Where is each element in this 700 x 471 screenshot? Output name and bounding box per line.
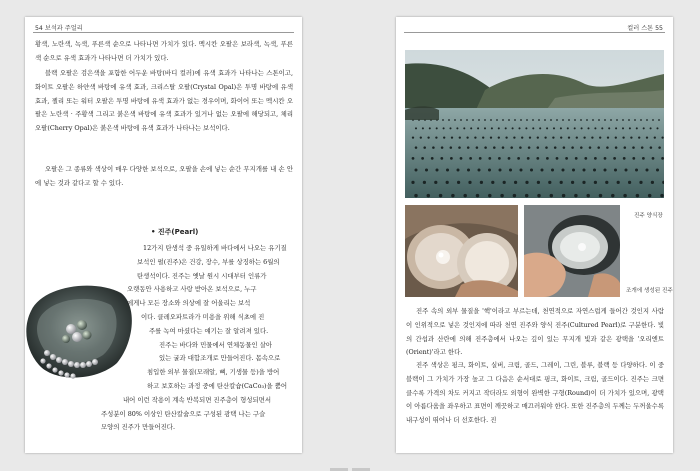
- left-paragraph-3: 오팔은 그 종류와 색상이 매우 다양한 보석으로, 오팔을 손에 넣는 순간 무지개를 내 손 안에 넣는 것과 같다고 할 수 있다.: [35, 165, 293, 187]
- pearl-farm-photo: [405, 50, 664, 198]
- pearl-line: 오랫동안 사용하고 사랑 받아온 보석으로, 누구: [127, 285, 257, 294]
- left-paragraph-2: 블랙 오팔은 검은색을 포함한 어두운 바탕(바디 컬러)에 유색 효과가 나타나는 스톤이고, 화이트 오팔은 하얀색 바탕에 유색 효과, 크리스탈 오팔(Crystal Opal)은 투명 바탕에 유색 효과, 젤리 또는 워터 오팔은 투명 바탕에 유색 효과가 없는 경우이며, 화이어 또는 멕시칸 오팔은 노란색 · 주황색 그리고 붉은색 바탕에 유색 효과가 있거나 없는 오팔에 해당되고, 체리 오팔(Cherry Opal)은 붉은색 바탕에 유색 효과가 나타나는 보석이다.: [35, 69, 293, 133]
- left-header-rule: [33, 32, 294, 33]
- left-running-head: 54 보석과 주얼리: [35, 25, 83, 32]
- pearl-line: 보석인 펄(진주)은 건강, 장수, 부를 상징하는 6월의: [137, 257, 280, 266]
- pearl-line: 침입한 외부 물질(모래알, 뼈, 기생물 등)을 방어: [147, 368, 280, 377]
- oyster-with-pearl-photo: [524, 205, 620, 297]
- pearl-line: 하고 보호하는 과정 중에 탄산칼슘(CaCo₃)을 뿜어: [147, 381, 288, 390]
- pearl-line: 이다. 클레오파트라가 미용을 위해 식초에 진: [141, 312, 265, 321]
- caption-oyster-pearl: 조개에 생성된 진주: [626, 288, 673, 294]
- pearl-paragraph: [43, 242, 296, 435]
- right-paragraph-1: 진주 속의 외부 물질을 '핵'이라고 부르는데, 천연적으로 자연스럽게 들어간 것인지 사람이 인위적으로 넣은 것인지에 따라 천연 진주와 양식 진주(Cultured Pearl)로 구분한다. 빛의 간섭과 산란에 의해 진주층에서 나오는 깊이 있는 무지개 빛과 같은 광택을 '오리엔트(Orient)'라고 한다.: [406, 307, 664, 357]
- pearl-line: 에게나 모든 장소와 의상에 잘 어울리는 보석: [127, 299, 251, 308]
- pearl-line: 진주는 바다와 민물에서 연체동물인 살아: [159, 340, 273, 349]
- pearl-line: 내어 이런 작용이 계속 반복되면 진주층이 형성되면서: [123, 395, 272, 404]
- pearl-line: 12가지 탄생석 중 유일하게 바다에서 나오는 유기질: [143, 244, 287, 252]
- right-page: [396, 17, 673, 453]
- pearl-line: 모양의 진주가 만들어진다.: [101, 423, 176, 432]
- open-oyster-photo: [405, 205, 518, 297]
- pearl-line: 탄생석이다. 진주는 옛날 원시 시대부터 인류가: [137, 271, 267, 280]
- left-paragraph-1: 황색, 노란색, 녹색, 푸른색 순으로 나타나면 가치가 있다. 멕시칸 오팔은 보라색, 녹색, 푸른색 순으로 유색 효과가 나타나면 더 가치가 있다.: [35, 40, 293, 62]
- section-title-pearl: • 진주(Pearl): [151, 228, 199, 236]
- right-running-head: 컬러 스톤 55: [627, 25, 663, 32]
- caption-pearl-farm: 진주 양식장: [634, 213, 663, 219]
- left-page: [25, 17, 302, 453]
- right-paragraph-2: 진주 색상은 핑크, 화이트, 실버, 크림, 골드, 그레이, 그린, 블루, 블랙 등 다양하다. 이 중 블랙이 그 가치가 가장 높고 그 다음은 순서대로 핑크, 화이트, 크림, 골드이다. 진주는 크면 클수록 가격의 차도 커지고 작더라도 외형이 완벽한 구형(Round)이 더 가치가 있으며, 광택이 아름다움을 좌우하고 표면이 깨끗하고 매끄러워야 한다. 또한 진주층의 두께는 두꺼울수록 내구성이 뛰어나 더 선호한다. 진: [406, 361, 664, 425]
- pearl-line: 주성분이 80% 이상인 탄산칼슘으로 구성된 광택 나는 구슬: [101, 409, 266, 418]
- pearl-line: 주를 녹여 마셨다는 얘기는 잘 알려져 있다.: [149, 326, 269, 335]
- pearl-line: 있는 굴과 대합조개로 만들어진다. 몸속으로: [159, 354, 281, 363]
- right-header-rule: [404, 32, 665, 33]
